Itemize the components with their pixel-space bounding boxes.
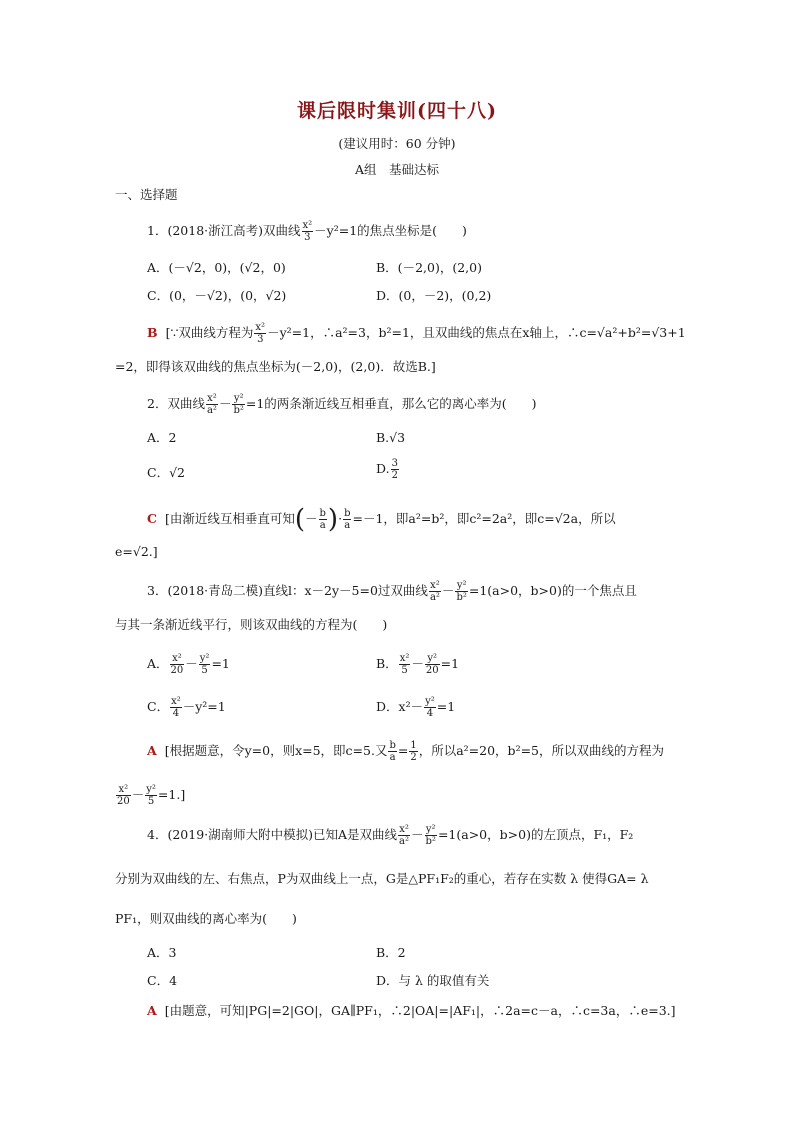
question-4-stem-cont: 分别为双曲线的左、右焦点，P为双曲线上一点，G是△PF₁F₂的重心，若存在实数 λ 使得GA= λ [115, 871, 649, 886]
question-2-option-c: C．√2 [147, 465, 185, 480]
answer-letter: A [147, 743, 157, 758]
question-2-answer: C [由渐近线互相垂直可知(－ $\frac{b}{a}$ )· $\frac{b}{a}$ =－1，即a²=b²，即c²=2a²，即c=√2a，所以 [147, 504, 616, 535]
question-4-option-a: A．3 [147, 945, 177, 960]
question-1-option-a: A．(－√2，0)，(√2，0) [147, 260, 286, 275]
question-1-answer-cont: =2，即得该双曲线的焦点坐标为(－2,0)，(2,0)．故选B.] [115, 359, 436, 374]
question-3-stem-cont: 与其一条渐近线平行，则该双曲线的方程为( ) [115, 617, 388, 632]
question-3-stem: 3．(2018·青岛二模)直线l：x－2y－5=0过双曲线 $\frac{\text{x²}}{\text{a²}}$ － $\frac{\text{y²}}{\text{b²}}$ =1(a>0，b>0)的一个焦点且 [147, 580, 637, 603]
question-4-answer: A [由题意，可知|PG|=2|GO|，GA∥PF₁，∴2|OA|=|AF₁|，∴2a=c－a，∴c=3a，∴e=3.] [147, 1003, 676, 1018]
question-3-option-a: A． $\frac{\text{x²}}{20}$ － $\frac{\text{y²}}{5}$ =1 [147, 653, 230, 676]
question-1-option-b: B．(－2,0)，(2,0) [376, 260, 482, 275]
question-1-stem: 1．(2018·浙江高考)双曲线 $\frac{\text{x²}}{3}$ －y²=1的焦点坐标是( ) [147, 220, 467, 243]
question-3-answer: A [根据题意，令y=0，则x=5，即c=5.又 $\frac{b}{a}$ = $\frac{1}{2}$ ，所以a²=20，b²=5，所以双曲线的方程为 [147, 740, 665, 763]
question-2-stem: 2．双曲线 $\frac{\text{x²}}{\text{a²}}$ － $\frac{\text{y²}}{\text{b²}}$ =1的两条渐近线互相垂直，那么它的离心率为( ) [147, 393, 537, 416]
question-2-option-d: D. $\frac{3}{2}$ [376, 458, 398, 481]
question-4-stem-cont-2: PF₁，则双曲线的离心率为( ) [115, 911, 297, 926]
question-2-option-b: B.√3 [376, 430, 406, 445]
question-1-answer: B [∵双曲线方程为 $\frac{\text{x²}}{3}$ －y²=1，∴a²=3，b²=1，且双曲线的焦点在x轴上，∴c=√a²+b²=√3+1 [147, 322, 686, 345]
question-4-option-d: D．与 λ 的取值有关 [376, 973, 490, 988]
question-3-option-b: B． $\frac{\text{x²}}{5}$ － $\frac{\text{y²}}{20}$ =1 [376, 653, 460, 676]
question-1-option-c: C．(0，－√2)，(0，√2) [147, 288, 287, 303]
fraction: $\frac{\text{x²}}{3}$ [302, 220, 313, 243]
question-4-option-c: C．4 [147, 973, 178, 988]
question-1-option-d: D．(0，－2)，(0,2) [376, 288, 492, 303]
question-3-answer-cont: $\frac{\text{x²}}{20}$ － $\frac{\text{y²}}{5}$ =1.] [117, 784, 186, 807]
question-4-stem: 4．(2019·湖南师大附中模拟)已知A是双曲线 $\frac{\text{x²}}{\text{a²}}$ － $\frac{\text{y²}}{\text{b²}}$ =1(a>0，b>0)的左顶点，F₁，F₂ [147, 824, 634, 847]
answer-letter: B [147, 325, 158, 340]
answer-letter: A [147, 1003, 157, 1018]
group-heading: A组 基础达标 [354, 162, 440, 177]
question-2-option-a: A．2 [147, 430, 177, 445]
time-hint: (建议用时：60 分钟) [338, 136, 456, 151]
section-heading: 一、选择题 [115, 187, 178, 202]
page-title: 课后限时集训(四十八) [297, 100, 497, 122]
question-3-option-c: C． $\frac{\text{x²}}{4}$ －y²=1 [147, 696, 226, 719]
answer-letter: C [147, 511, 157, 526]
question-3-option-d: D．x²－ $\frac{\text{y²}}{4}$ =1 [376, 696, 456, 719]
question-4-option-b: B．2 [376, 945, 406, 960]
question-2-answer-cont: e=√2.] [115, 544, 158, 559]
